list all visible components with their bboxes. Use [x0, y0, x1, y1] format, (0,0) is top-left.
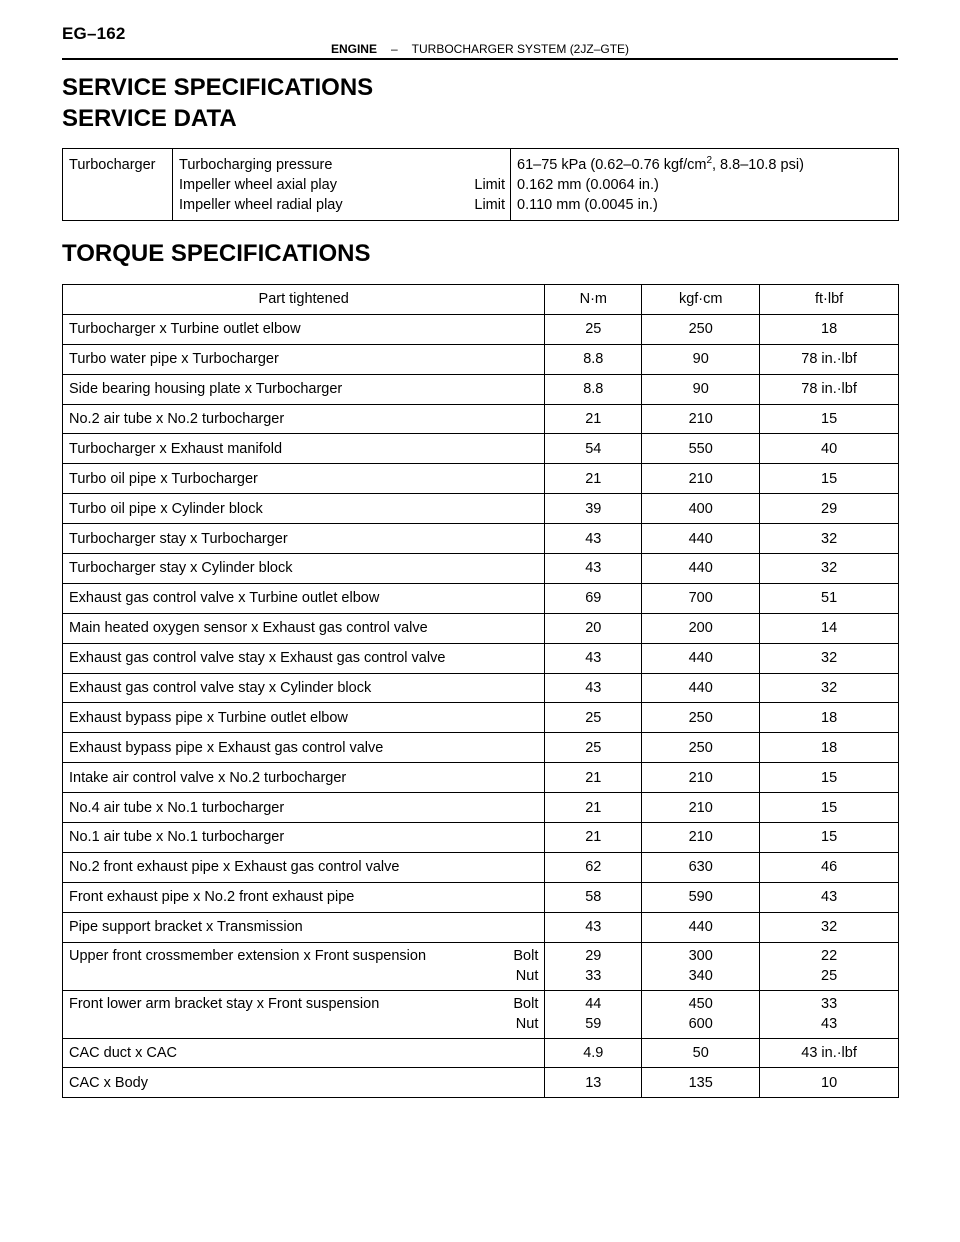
nm-cell-values [551, 994, 635, 1034]
table-row [63, 434, 899, 464]
part-cell: Turbo water pipe x Turbocharger [63, 344, 545, 374]
page-number: EG–162 [62, 24, 126, 43]
nm-cell-values [551, 946, 635, 986]
ftlbf-cell: 10 [760, 1068, 899, 1098]
nm-cell: 43 [545, 524, 642, 554]
table-row [63, 524, 899, 554]
table-row [63, 882, 899, 912]
table-row [63, 643, 899, 673]
ftlbf-cell: 40 [760, 434, 899, 464]
kgfcm-cell: 250 [642, 733, 760, 763]
kgfcm-cell: 440 [642, 643, 760, 673]
header-separator: – [390, 42, 398, 56]
kgfcm-cell: 90 [642, 344, 760, 374]
table-row [63, 673, 899, 703]
service-item-line [179, 155, 505, 175]
kgfcm-cell: 250 [642, 314, 760, 344]
header-subsection: TURBOCHARGER SYSTEM (2JZ–GTE) [411, 42, 630, 56]
nm-cell: 8.8 [545, 344, 642, 374]
service-qualifier: Limit [474, 197, 505, 213]
nm-cell [545, 942, 642, 990]
nm-cell-value: 29 [585, 948, 602, 965]
nm-cell: 25 [545, 314, 642, 344]
ftlbf-cell-value: 22 [821, 948, 838, 965]
nm-cell: 20 [545, 613, 642, 643]
kgfcm-cell: 200 [642, 613, 760, 643]
header-part: Part tightened [63, 285, 545, 315]
table-row [63, 404, 899, 434]
part-cell: Exhaust gas control valve x Turbine outlet elbow [63, 583, 545, 613]
torque-header-row [63, 285, 899, 315]
table-row [63, 374, 899, 404]
nm-cell-value: 33 [585, 968, 602, 985]
table-row [63, 733, 899, 763]
nm-cell-value: 59 [585, 1016, 602, 1033]
ftlbf-cell: 14 [760, 613, 899, 643]
part-cell: Exhaust bypass pipe x Exhaust gas control valve [63, 733, 545, 763]
ftlbf-cell-values [766, 946, 892, 986]
nm-cell: 21 [545, 404, 642, 434]
part-cell: Front exhaust pipe x No.2 front exhaust pipe [63, 882, 545, 912]
part-with-fastener [69, 994, 538, 1034]
kgfcm-cell: 210 [642, 823, 760, 853]
nm-cell: 62 [545, 852, 642, 882]
part-cell: Turbo oil pipe x Turbocharger [63, 464, 545, 494]
table-row [63, 703, 899, 733]
table-row [63, 583, 899, 613]
service-items-cell [173, 149, 511, 221]
header-section: ENGINE [330, 42, 377, 56]
kgfcm-cell-value: 340 [688, 968, 713, 985]
part-cell: CAC duct x CAC [63, 1038, 545, 1068]
kgfcm-cell: 550 [642, 434, 760, 464]
fastener-bolt: Bolt [513, 948, 539, 965]
ftlbf-cell: 15 [760, 823, 899, 853]
fastener-types [513, 994, 538, 1034]
part-cell: Turbocharger x Exhaust manifold [63, 434, 545, 464]
ftlbf-cell-value: 33 [821, 996, 838, 1013]
service-values-cell [511, 149, 899, 221]
table-row [63, 1038, 899, 1068]
table-row [63, 942, 899, 990]
part-name: Front lower arm bracket stay x Front suspension [69, 996, 380, 1013]
service-data-row [63, 149, 899, 221]
ftlbf-cell [760, 942, 899, 990]
nm-cell: 43 [545, 554, 642, 584]
kgfcm-cell: 210 [642, 404, 760, 434]
part-cell: Turbo oil pipe x Cylinder block [63, 494, 545, 524]
fastener-types [513, 946, 538, 986]
fastener-nut: Nut [515, 968, 539, 985]
table-row [63, 990, 899, 1038]
ftlbf-cell: 32 [760, 643, 899, 673]
kgfcm-cell [642, 990, 760, 1038]
ftlbf-cell-values [766, 994, 892, 1034]
title-service-specifications: SERVICE SPECIFICATIONS [62, 74, 374, 101]
table-row [63, 314, 899, 344]
kgfcm-cell: 210 [642, 464, 760, 494]
part-name: Upper front crossmember extension x Front suspension [69, 948, 427, 965]
part-cell: Turbocharger stay x Cylinder block [63, 554, 545, 584]
table-row [63, 494, 899, 524]
kgfcm-cell: 90 [642, 374, 760, 404]
header-nm: N·m [545, 285, 642, 315]
header-kgfcm: kgf·cm [642, 285, 760, 315]
kgfcm-cell: 440 [642, 524, 760, 554]
part-cell: CAC x Body [63, 1068, 545, 1098]
part-cell: Main heated oxygen sensor x Exhaust gas control valve [63, 613, 545, 643]
part-cell: Exhaust gas control valve stay x Cylinder block [63, 673, 545, 703]
nm-cell: 21 [545, 793, 642, 823]
ftlbf-cell: 15 [760, 763, 899, 793]
part-cell: Exhaust gas control valve stay x Exhaust gas control valve [63, 643, 545, 673]
part-cell: Turbocharger x Turbine outlet elbow [63, 314, 545, 344]
part-cell: No.4 air tube x No.1 turbocharger [63, 793, 545, 823]
table-row [63, 852, 899, 882]
service-component-cell [63, 149, 173, 221]
table-row [63, 554, 899, 584]
table-row [63, 464, 899, 494]
ftlbf-cell-value: 25 [821, 968, 838, 985]
service-value: 61–75 kPa (0.62–0.76 kgf/$cm^2$, 8.8–10.8 psi) [517, 155, 804, 173]
ftlbf-cell: 15 [760, 404, 899, 434]
table-row [63, 763, 899, 793]
torque-title: TORQUE SPECIFICATIONS [62, 240, 371, 267]
part-cell: Exhaust bypass pipe x Turbine outlet elbow [63, 703, 545, 733]
kgfcm-cell: 50 [642, 1038, 760, 1068]
ftlbf-cell: 78 in.·lbf [760, 344, 899, 374]
fastener-nut: Nut [515, 1016, 539, 1033]
ftlbf-cell: 32 [760, 524, 899, 554]
table-row [63, 1068, 899, 1098]
nm-cell: 21 [545, 823, 642, 853]
fastener-bolt: Bolt [513, 996, 539, 1013]
nm-cell: 25 [545, 703, 642, 733]
part-cell: Pipe support bracket x Transmission [63, 912, 545, 942]
ftlbf-cell: 15 [760, 793, 899, 823]
ftlbf-cell: 32 [760, 554, 899, 584]
service-item: Impeller wheel axial play [179, 177, 337, 193]
nm-cell: 21 [545, 763, 642, 793]
nm-cell: 4.9 [545, 1038, 642, 1068]
ftlbf-cell: 29 [760, 494, 899, 524]
kgfcm-cell: 440 [642, 673, 760, 703]
kgfcm-cell: 210 [642, 793, 760, 823]
ftlbf-cell: 18 [760, 733, 899, 763]
kgfcm-cell-value: 300 [688, 948, 713, 965]
kgfcm-cell-values [648, 994, 753, 1034]
ftlbf-cell: 18 [760, 314, 899, 344]
part-cell: No.1 air tube x No.1 turbocharger [63, 823, 545, 853]
nm-cell: 39 [545, 494, 642, 524]
part-cell: No.2 air tube x No.2 turbocharger [63, 404, 545, 434]
service-qualifier: Limit [474, 177, 505, 193]
service-value: 0.162 mm (0.0064 in.) [517, 177, 659, 193]
nm-cell [545, 990, 642, 1038]
part-cell: Turbocharger stay x Turbocharger [63, 524, 545, 554]
service-item: Turbocharging pressure [179, 157, 333, 173]
kgfcm-cell: 590 [642, 882, 760, 912]
part-cell: Intake air control valve x No.2 turbocharger [63, 763, 545, 793]
nm-cell: 8.8 [545, 374, 642, 404]
ftlbf-cell: 32 [760, 673, 899, 703]
table-row [63, 793, 899, 823]
part-cell [63, 990, 545, 1038]
nm-cell: 25 [545, 733, 642, 763]
part-cell: Side bearing housing plate x Turbocharger [63, 374, 545, 404]
part-cell: No.2 front exhaust pipe x Exhaust gas control valve [63, 852, 545, 882]
ftlbf-cell: 32 [760, 912, 899, 942]
nm-cell: 13 [545, 1068, 642, 1098]
nm-cell: 43 [545, 673, 642, 703]
header-rule [62, 58, 898, 60]
ftlbf-cell: 18 [760, 703, 899, 733]
table-row [63, 613, 899, 643]
ftlbf-cell: 15 [760, 464, 899, 494]
ftlbf-cell [760, 990, 899, 1038]
part-cell [63, 942, 545, 990]
table-row [63, 823, 899, 853]
service-item-line [179, 175, 505, 195]
kgfcm-cell: 440 [642, 912, 760, 942]
part-with-fastener [69, 946, 538, 986]
ftlbf-cell-value: 43 [821, 1016, 838, 1033]
kgfcm-cell: 250 [642, 703, 760, 733]
kgfcm-cell: 400 [642, 494, 760, 524]
kgfcm-cell: 700 [642, 583, 760, 613]
running-header [0, 42, 960, 56]
nm-cell: 54 [545, 434, 642, 464]
kgfcm-cell-value: 600 [688, 1016, 713, 1033]
nm-cell: 21 [545, 464, 642, 494]
service-item-line [179, 195, 505, 215]
ftlbf-cell: 43 [760, 882, 899, 912]
nm-cell: 43 [545, 912, 642, 942]
ftlbf-cell: 78 in.·lbf [760, 374, 899, 404]
header-ftlbf: ft·lbf [760, 285, 899, 315]
kgfcm-cell: 440 [642, 554, 760, 584]
nm-cell-value: 44 [585, 996, 602, 1013]
ftlbf-cell: 46 [760, 852, 899, 882]
service-data-table [62, 148, 899, 221]
nm-cell: 58 [545, 882, 642, 912]
ftlbf-cell: 43 in.·lbf [760, 1038, 899, 1068]
kgfcm-cell [642, 942, 760, 990]
kgfcm-cell: 135 [642, 1068, 760, 1098]
table-row [63, 344, 899, 374]
nm-cell: 69 [545, 583, 642, 613]
service-item: Impeller wheel radial play [179, 197, 343, 213]
table-row [63, 912, 899, 942]
service-value: 0.110 mm (0.0045 in.) [517, 197, 658, 213]
page-title [62, 72, 373, 134]
nm-cell: 43 [545, 643, 642, 673]
kgfcm-cell: 630 [642, 852, 760, 882]
kgfcm-cell-value: 450 [688, 996, 713, 1013]
ftlbf-cell: 51 [760, 583, 899, 613]
kgfcm-cell-values [648, 946, 753, 986]
title-service-data: SERVICE DATA [62, 105, 237, 132]
service-component: Turbocharger [69, 157, 156, 173]
kgfcm-cell: 210 [642, 763, 760, 793]
torque-table [62, 284, 899, 1098]
